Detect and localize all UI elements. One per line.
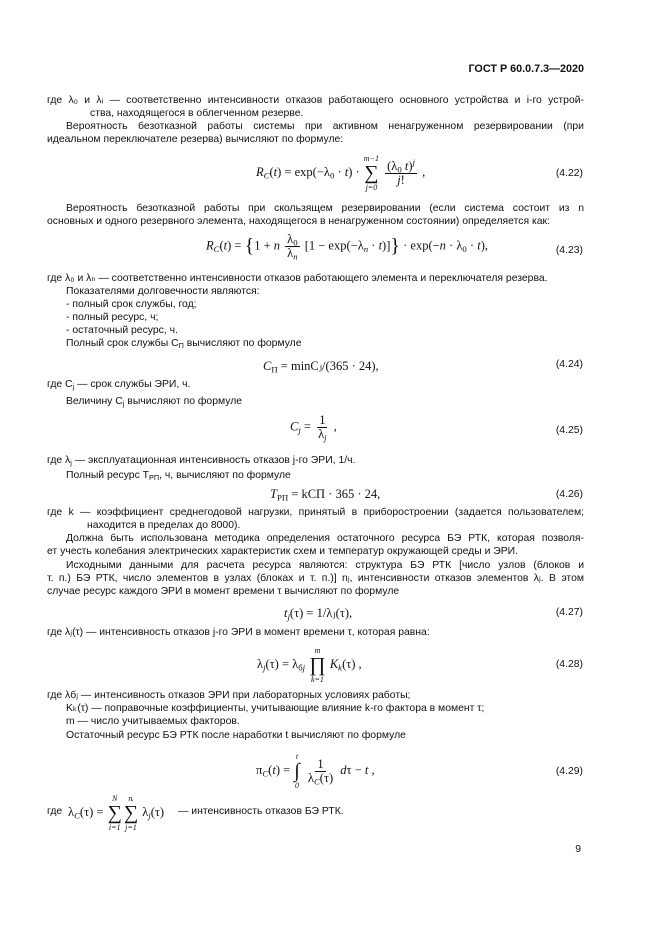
text-run: РП [149,473,160,483]
text-line: Kₖ(τ) — поправочные коэффициенты, учитывающие влияние k-го фактора в момент τ; [66,703,485,714]
text-line [66,338,302,350]
equation-number: (4.24) [555,359,583,370]
text-run: где [47,806,63,817]
formula-lambda-c: $\lambda_C(\tau)$ = N ∑ i=1 nᵢ ∑ j=1 $\lambda_j(\tau)$ [68,794,165,832]
formula-4-23: $R_C(t) = \{1 + n$ $\frac{\lambda_0}{\lambda_n}$ $[1 - \exp(-\lambda_n \cdot t)]\} \cdot \exp(-n \cdot \lambda_0 \cdot t)$, [206,232,488,262]
list-item: - полный срок службы, год; [66,299,197,310]
equation-number: (4.25) [555,425,583,436]
text-line: где λ₀ и λₙ — соответственно интенсивности отказов работающего элемента и переключателя резерва. [47,273,548,284]
page-number: 9 [575,844,581,855]
text-line: где k — коэффициент среднегодовой нагрузки, принятый в приборостроении (задается пользователем; [47,507,584,518]
text-run: j [122,399,125,409]
text-line: m — число учитываемых факторов. [66,716,240,727]
formula-4-26: $T_{РП}$ = kCП · 365 · 24, [270,487,381,503]
equation-number: (4.29) [555,766,583,777]
paragraph-line: идеальном переключателе резерва) вычисляют по формуле: [47,134,344,145]
text-line: где λбⱼ — интенсивность отказов ЭРИ при лабораторных условиях работы; [47,690,411,701]
paragraph-line: основных и одного резервного элемента, находящегося в ненагруженном состоянии) определяется как: [47,216,550,227]
text-run: — срок службы ЭРИ, ч. [74,379,191,390]
text-line [47,379,190,391]
formula-text: = kCП · 365 · 24, [291,487,381,501]
text-run: П [178,341,184,351]
formula-4-24: $C_П$ = minCⱼ/(365 · 24), [263,359,379,375]
paragraph-line: Должна быть использована методика определения остаточного ресурса БЭ РТК, которая позволя- [66,533,584,544]
text-line: где λⱼ(τ) — интенсивность отказов j-го ЭРИ в момент времени τ, которая равна: [47,627,430,638]
formula-4-28: $\lambda_j(\tau) = \lambda_{бj}$ m ∏ k=1 $K_k(\tau)$ , [257,646,362,684]
text-run: вычисляют по формуле [124,396,243,407]
text-line [66,470,291,482]
text-run: где λ [47,455,71,466]
equation-number: (4.28) [555,659,583,670]
text-line [66,396,242,408]
text-line: Остаточный ресурс БЭ РТК после наработки t вычисляют по формуле [66,730,406,741]
text-run: Величину C [66,396,123,407]
paragraph-line: ет учесть колебания электрических характеристик схем и температур окружающей среды и ЭРИ. [47,546,519,557]
document-header: ГОСТ Р 60.0.7.3—2020 [468,63,584,75]
text-run: — эксплуатационная интенсивность отказов j-го ЭРИ, 1/ч. [71,455,356,466]
list-item: - полный ресурс, ч; [66,312,159,323]
paragraph-line: Вероятность безотказной работы при скользящем резервировании (если система состоит из n [66,203,584,214]
paragraph-line: Вероятность безотказной работы системы при активном ненагруженном резервировании (при [66,121,584,132]
text-run: вычисляют по формуле [183,338,302,349]
equation-number: (4.26) [555,489,583,500]
text-run: где C [47,379,73,390]
formula-4-29: $\pi_C(t)$ = t ∫ 0 $\frac{1}{\lambda_C(\tau)}$ dτ − t , [256,752,375,790]
formula-text: = minCⱼ/(365 · 24), [280,359,379,373]
text-line: находится в пределах до 8000). [87,520,241,531]
list-item: - остаточный ресурс, ч. [66,325,178,336]
formula-4-22: $R_C(t) = \exp(-\lambda_0 \cdot t)$ · m−1 ∑ j=0 $\frac{(\lambda_0 t)^j}{j!}$ , [256,154,426,192]
text-run: Полный ресурс T [66,470,150,481]
formula-4-27: $t_j(\tau)$ = 1/λⱼ(τ), [284,606,353,622]
paragraph-line: случае ресурс каждого ЭРИ в момент времени τ вычисляют по формуле [47,586,400,597]
text-line [47,455,355,467]
formula-4-25: $C_j$ = $\frac{1}{\lambda_j}$ , [290,413,337,443]
text-line: где λ₀ и λᵢ — соответственно интенсивности отказов работающего основного устройства и i-го устрой- [47,95,584,106]
text-run: j [70,458,72,468]
equation-number: (4.22) [555,168,583,179]
equation-number: (4.23) [555,245,583,256]
text-line: ства, находящегося в облегченном резерве. [90,108,304,119]
text-run: , ч, вычисляют по формуле [159,470,291,481]
text-run: j [72,382,75,392]
formula-text: = 1/λⱼ(τ), [306,606,353,620]
paragraph-line: т. п.) БЭ РТК, число элементов в узлах (блоках и т. п.)] nⱼ, интенсивности отказов элементов λⱼ. В этом [47,573,584,584]
paragraph-line: Исходными данными для расчета ресурса являются: структура БЭ РТК [число узлов (блоков и [66,560,584,571]
equation-number: (4.27) [555,607,583,618]
text-line: Показателями долговечности являются: [66,286,260,297]
text-run: — интенсивность отказов БЭ РТК. [178,806,344,817]
text-run: Полный срок службы C [66,338,179,349]
